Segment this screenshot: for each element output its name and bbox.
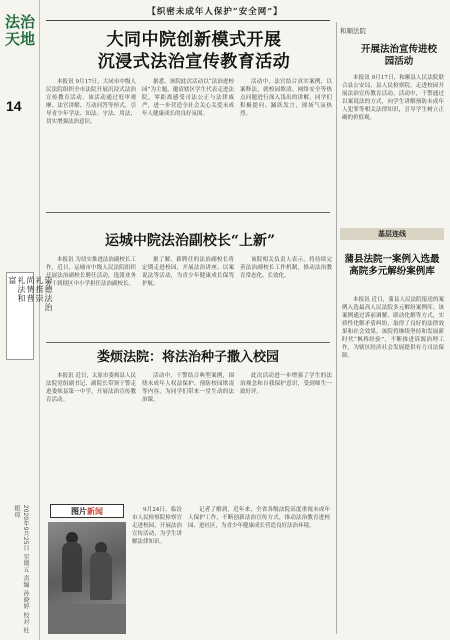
- news-photo: [48, 522, 126, 634]
- photo-label-suffix: 新闻: [87, 506, 103, 516]
- caption-text: 9月24日，临汾市人民检察院检察官走进校园，开展法治宣传活动，为学生讲解法律知识。: [132, 507, 182, 545]
- column-banner: 【织密未成年人保护“安全网”】: [147, 7, 283, 17]
- article-text: 本报讯 近日，蒲县人民法院报送的案例入选最高人民法院多元解纷案例库。该案例通过诉前调解、联动化解等方式，实质性化解矛盾纠纷，取得了良好的法律效果和社会效果。该院将继续坚持和发展新时代“枫桥经验”，不断推进诉源治理工作，为辖区经济社会发展提供有力司法保障。: [342, 297, 444, 359]
- headline-3: 运城中院法治副校长“上新”: [104, 233, 276, 249]
- photo-label-prefix: 图片: [71, 506, 87, 516]
- divider: [46, 342, 330, 343]
- slogan-line: 崇德法治: [44, 276, 53, 312]
- section-band: 基层连线: [340, 228, 444, 240]
- article-a-col1: [46, 78, 136, 202]
- photo-caption: [132, 506, 182, 634]
- article-text: 本报讯 近日，太原市娄烦县人民法院党组副书记、副院长带领干警走进娄烦县第一中学，开展法治宣传教育活动。: [46, 373, 136, 403]
- article-e: [342, 74, 444, 224]
- section-name: 法治天地: [4, 13, 35, 48]
- article-text: 据了解，新聘任的法治副校长将定期走进校园，开展法治讲座、以案说法等活动，为青少年健康成长保驾护航。: [142, 257, 234, 287]
- photo-desk: [48, 604, 126, 634]
- article-d: [188, 506, 330, 634]
- column-divider: [336, 22, 337, 634]
- headline-1: 大同中院创新模式开展: [106, 30, 282, 50]
- article-text: 本报讯 9月17日，大同市中级人民法院组织全市法院开展沉浸式法治宣传教育活动。该活动通过庭审观摩、法官讲解、互动问答等形式，引导青少年学法、知法、守法、用法，切实增强法治意识。: [46, 79, 136, 125]
- article-text: 据悉，该院此次活动以“法治进校园”为主题，邀请辖区学生代表走进法院，零距离感受司法公正与法律威严，进一步营造全社会关心关爱未成年人健康成长的良好氛围。: [142, 79, 234, 117]
- page-number: 14: [6, 98, 22, 114]
- divider: [46, 20, 330, 21]
- case-headline: 蒲县法院一案例入选最高院多元解纷案例库: [344, 254, 440, 277]
- article-b-col1: [46, 256, 136, 336]
- left-rail: [0, 0, 53, 640]
- slogan-line: 富: [8, 276, 17, 285]
- article-text: 活动中，干警结合典型案例，围绕未成年人权益保护、预防校园欺凌等内容，为同学们带来一堂生动的法治课。: [142, 373, 234, 403]
- article-b-col2: [142, 256, 234, 336]
- photo-figure: [62, 542, 82, 592]
- headline-4: 娄烦法院：将法治种子撒入校园: [96, 350, 279, 365]
- article-f: [342, 296, 444, 634]
- article-c-col3: [240, 372, 332, 498]
- slogan-box: [6, 272, 53, 360]
- article-text: 此次活动进一步增强了学生的法治观念和自我保护意识，受到师生一致好评。: [240, 373, 332, 395]
- slogan-line: 尚情普: [26, 276, 35, 303]
- right-headline: 开展法治宣传进校园活动: [360, 44, 437, 67]
- headline-2: 沉浸式法治宣传教育活动: [97, 52, 291, 72]
- article-c-col1: [46, 372, 136, 498]
- divider: [46, 212, 330, 213]
- right-tag: 和顺法院: [340, 27, 366, 35]
- article-text: 活动中，法官结合真实案例，以案释法，就校园欺凌、网络安全等热点问题进行深入浅出的讲解，同学们积极提问、踊跃发言，现场气氛热烈。: [240, 79, 332, 117]
- article-text: 本报讯 为切实推进法治副校长工作，近日，运城市中级人民法院组织开展法治副校长聘任活动，选派业务骨干到辖区中小学担任法治副校长。: [46, 257, 136, 287]
- article-a-col2: [142, 78, 234, 202]
- article-b-col3: [240, 256, 332, 336]
- issue-meta: 2020年9月25日 星期五 责编 孙晓婷 校对 杜振琼: [13, 505, 28, 634]
- article-a-col3: [240, 78, 332, 202]
- photo-news-label: [50, 504, 124, 518]
- slogan-line: 礼推崇: [35, 276, 44, 303]
- photo-figure: [90, 552, 112, 600]
- article-text: 本报讯 9月17日，和顺县人民法院联合县公安局、县人民检察院，走进校园开展法治宣传教育活动。活动中，干警通过以案说法的方式，向学生讲解预防未成年人犯罪等相关法律知识，引导学生树立正确的价值观。: [342, 75, 444, 121]
- article-text: 该院相关负责人表示，将持续完善法治副校长工作机制，推动法治教育常态化、长效化。: [240, 257, 332, 279]
- slogan-line: 礼法和: [17, 276, 26, 303]
- article-c-col2: [142, 372, 234, 498]
- article-text: 记者了解到，近年来，全省各级法院高度重视未成年人保护工作，不断创新法治宣传方式，推动法治教育进校园、进社区，为青少年健康成长营造良好法治环境。: [188, 507, 330, 529]
